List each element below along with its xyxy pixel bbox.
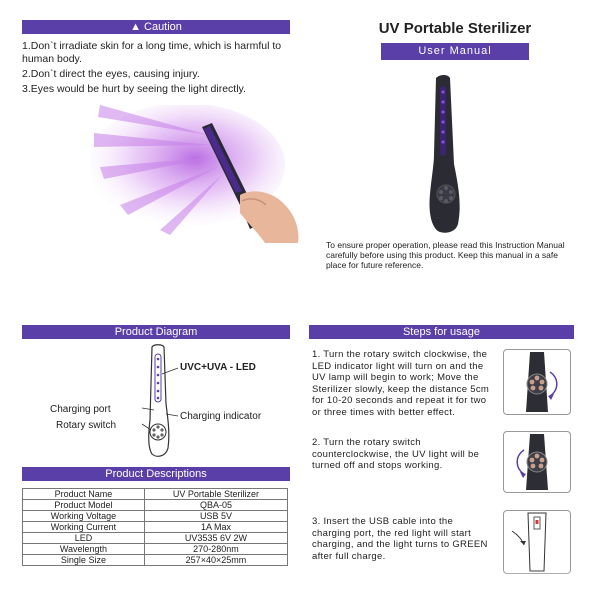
spec-value: UV3535 6V 2W [144,533,287,544]
caution-item: 1.Don`t irradiate skin for a long time, which is harmful to human body. [22,40,282,65]
table-row [23,555,288,566]
cover-title: UV Portable Sterilizer [378,20,532,37]
spec-key: Product Model [23,500,145,511]
spec-key: Single Size [23,555,145,566]
spec-value: 270-280nm [144,544,287,555]
bottom-fade [0,570,600,600]
step-2-text: 2. Turn the rotary switch counterclockwise, the UV light will be turned off and stops working. [312,437,480,471]
diagram-header: Product Diagram [22,325,290,339]
table-row [23,544,288,555]
product-diagram-outline [140,344,180,460]
spec-key: LED [23,533,145,544]
step-1-text: 1. Turn the rotary switch clockwise, the LED indicator light will turn on and the UV lamp will begin to work; Move the Sterilizer slowly, keep the distance 5cm for 10-20 seconds and repeat it for two or three times with better effect. [312,349,490,418]
table-row [23,533,288,544]
sterilizer-product-image [418,74,468,234]
caution-list [22,40,292,98]
spec-key: Product Name [23,489,145,500]
step-1-illustration [503,349,571,415]
spec-value: 257×40×25mm [144,555,287,566]
spec-key: Wavelength [23,544,145,555]
spec-value: QBA-05 [144,500,287,511]
diagram-label-charging-port: Charging port [50,404,111,415]
table-row [23,522,288,533]
spec-value: UV Portable Sterilizer [144,489,287,500]
uv-light-hand-illustration [90,105,305,245]
table-row [23,489,288,500]
steps-header: Steps for usage [309,325,574,339]
cover-intro: To ensure proper operation, please read this Instruction Manual carefully before using this product. Keep this manual in a safe place for future reference. [326,240,565,270]
cover-subtitle: User Manual [381,43,529,60]
caution-item: 2.Don`t direct the eyes, causing injury. [22,68,200,80]
table-row [23,500,288,511]
step-3-text: 3. Insert the USB cable into the charging port, the red light will start charging, and the light turns to GREEN after full charge. [312,516,488,562]
step-3-illustration [503,510,571,574]
spec-key: Working Current [23,522,145,533]
diagram-label-rotary-switch: Rotary switch [56,420,117,431]
caution-item: 3.Eyes would be hurt by seeing the light directly. [22,83,246,95]
spec-key: Working Voltage [23,511,145,522]
spec-value: USB 5V [144,511,287,522]
diagram-label-led: UVC+UVA - LED [180,362,256,373]
descriptions-header: Product Descriptions [22,467,290,481]
caution-header: ▲ Caution [22,20,290,34]
spec-value: 1A Max [144,522,287,533]
table-row [23,511,288,522]
step-2-illustration [503,431,571,493]
spec-table [22,488,288,566]
diagram-label-charging-indicator: Charging indicator [180,411,262,422]
